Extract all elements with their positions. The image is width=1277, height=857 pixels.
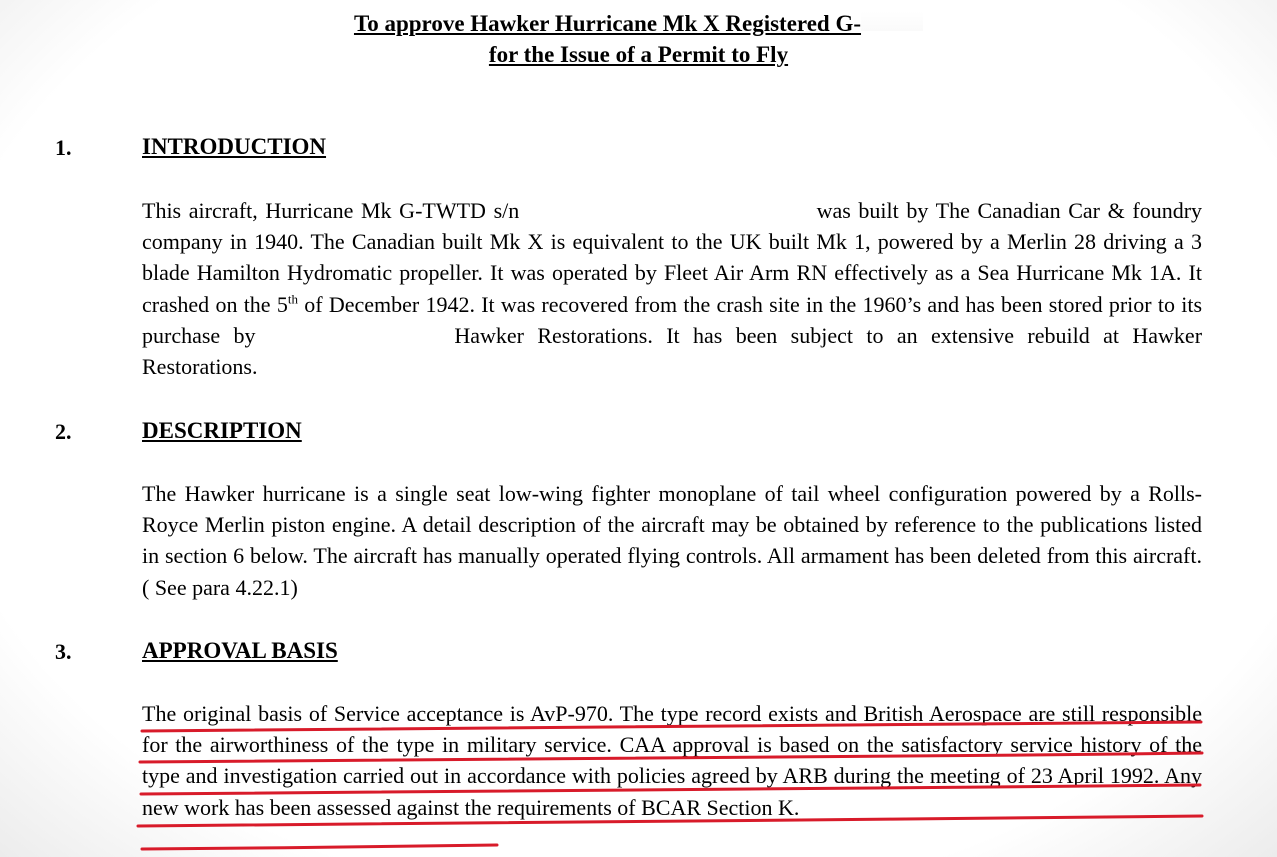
section-1-number: 1. — [55, 135, 72, 160]
section-1-heading: INTRODUCTION — [142, 134, 327, 159]
red-underline-3 — [141, 785, 1200, 794]
document-title-line-2: for the Issue of a Permit to Fly — [488, 42, 789, 67]
document-title-line-1: To approve Hawker Hurricane Mk X Registered G- — [0, 8, 1277, 40]
red-underline-4 — [138, 816, 1202, 826]
section-3-number: 3. — [55, 639, 72, 664]
section-2-heading: DESCRIPTION — [142, 418, 302, 443]
red-underline-5 — [142, 845, 497, 849]
section-3-heading: APPROVAL BASIS — [142, 638, 338, 663]
section-2-number: 2. — [55, 419, 72, 444]
red-underline-2 — [140, 753, 1202, 762]
red-underline-1 — [142, 722, 1201, 731]
section-2-paragraph: The Hawker hurricane is a single seat low-wing fighter monoplane of tail wheel configuration powered by a Rolls-Royce Merlin piston engine. A detail description of the aircraft may be obtained by reference to the publications listed in section 6 below. The aircraft has manually operated flying controls. All armament has been deleted from this aircraft.( See para 4.22.1) — [142, 481, 1202, 600]
section-1-paragraph: This aircraft, Hurricane Mk G-TWTD s/n was built by The Canadian Car & foundry company in 1940. The Canadian built Mk X is equivalent to the UK built Mk 1, powered by a Merlin 28 driving a 3 blade Hamilton Hydromatic propeller. It was operated by Fleet Air Arm RN effectively as a Sea Hurricane Mk 1A. It crashed on the 5th of December 1942. It was recovered from the crash site in the 1960’s and has been stored prior to its purchase by Hawker Restorations. It has been subject to an extensive rebuild at Hawker Restorations. — [142, 195, 1202, 382]
section-3-paragraph: The original basis of Service acceptance is AvP-970. The type record exists and British Aerospace are still responsible for the airworthiness of the type in military service. CAA approval is based on the satisfactory service history of the type and investigation carried out in accordance with policies agreed by ARB during the meeting of 23 April 1992. Any new work has been assessed against the requirements of BCAR Section K. — [142, 701, 1202, 820]
